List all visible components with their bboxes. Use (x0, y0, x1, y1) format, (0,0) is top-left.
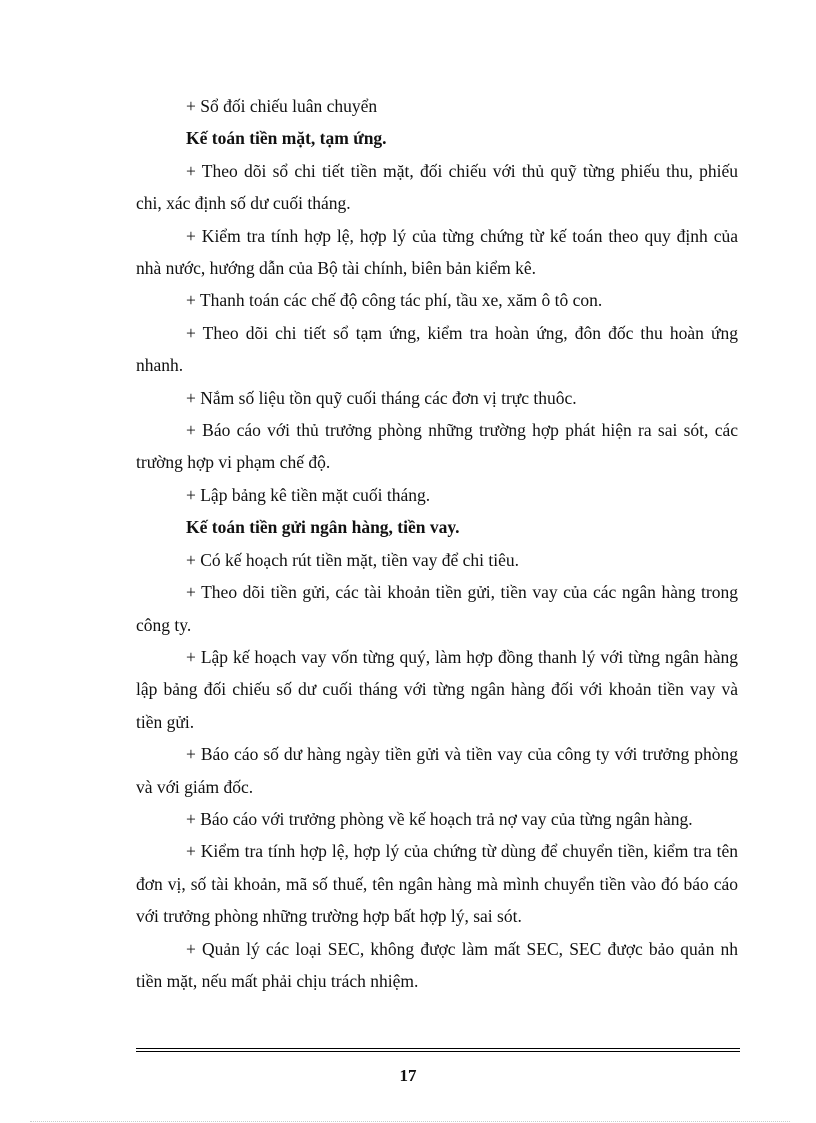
paragraph-1: + Sổ đối chiếu luân chuyển (186, 96, 378, 116)
paragraph-12: + Theo dõi tiền gửi, các tài khoản tiền gửi, tiền vay của các ngân hàng trong công ty. (136, 582, 738, 635)
paragraph-7: + Nắm số liệu tồn quỹ cuối tháng các đơn vị trực thuôc. (186, 387, 577, 408)
paragraph-5: + Thanh toán các chế độ công tác phí, tầu xe, xăm ô tô con. (186, 290, 603, 311)
section-heading-bank: Kế toán tiền gửi ngân hàng, tiền vay. (186, 517, 460, 538)
paragraph-14: + Báo cáo số dư hàng ngày tiền gửi và tiền vay của công ty với trưởng phòng và với giám đốc. (136, 744, 738, 797)
paragraph-9: + Lập bảng kê tiền mặt cuối tháng. (186, 484, 431, 505)
paragraph-15: + Báo cáo với trưởng phòng về kế hoạch trả nợ vay của từng ngân hàng. (186, 808, 693, 829)
paragraph-8: + Báo cáo với thủ trưởng phòng những trường hợp phát hiện ra sai sót, các trường hợp vi phạm chế độ. (136, 420, 738, 473)
paragraph-16: + Kiểm tra tính hợp lệ, hợp lý của chứng từ dùng để chuyển tiền, kiểm tra tên đơn vị, số tài khoản, mã số thuế, tên ngân hàng mà mình chuyển tiền vào đó báo cáo với trưởng phòng những trường hợp bất hợp lý, sai sót. (136, 841, 738, 927)
footer-rule-top (136, 1048, 740, 1049)
paragraph-3: + Theo dõi sổ chi tiết tiền mặt, đối chiếu với thủ quỹ từng phiếu thu, phiếu chi, xác định số dư cuối tháng. (136, 160, 738, 214)
page-number: 17 (399, 1066, 417, 1085)
page-edge-dots (30, 1121, 790, 1122)
footer-rule-bottom (136, 1051, 740, 1052)
paragraph-4: + Kiểm tra tính hợp lệ, hợp lý của từng chứng từ kế toán theo quy định của nhà nước, hướng dẫn của Bộ tài chính, biên bản kiểm kê. (136, 225, 738, 279)
page-body (136, 90, 738, 997)
paragraph-11: + Có kế hoạch rút tiền mặt, tiền vay để chi tiêu. (186, 549, 520, 570)
paragraph-13: + Lập kế hoạch vay vốn từng quý, làm hợp đồng thanh lý với từng ngân hàng lập bảng đối chiếu số dư cuối tháng với từng ngân hàng đối với khoản tiền vay và tiền gửi. (136, 646, 738, 732)
section-heading-cash: Kế toán tiền mặt, tạm ứng. (186, 128, 387, 149)
paragraph-17: + Quản lý các loại SEC, không được làm mất SEC, SEC được bảo quản nh tiền mặt, nếu mất phải chịu trách nhiệm. (136, 938, 738, 991)
paragraph-6: + Theo dõi chi tiết sổ tạm ứng, kiểm tra hoàn ứng, đôn đốc thu hoàn ứng nhanh. (136, 322, 738, 376)
